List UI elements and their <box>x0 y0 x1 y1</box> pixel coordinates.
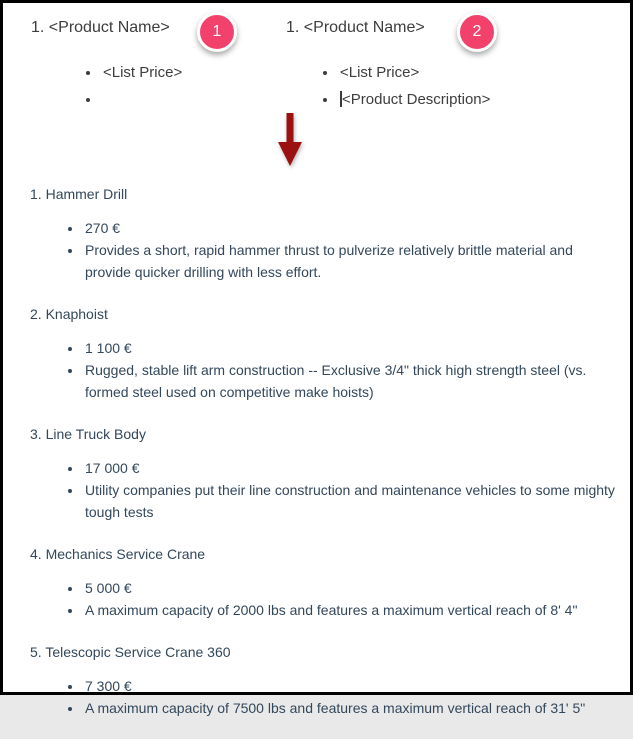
product-heading <box>30 183 624 205</box>
callout-badge-2-label: 2 <box>472 23 482 40</box>
template-1-number: 1. <box>31 19 45 36</box>
template-1-item-empty <box>101 86 266 113</box>
product-name: Hammer Drill <box>45 186 128 202</box>
callout-badge-1 <box>197 12 237 52</box>
template-2-heading <box>286 17 536 39</box>
product-heading <box>30 641 624 663</box>
product-price: • 17 000 € <box>83 457 615 479</box>
product-number: 5. <box>30 644 42 660</box>
template-1-item-price: • <List Price> <box>101 59 266 86</box>
template-2-title: <Product Name> <box>303 19 425 36</box>
product-details <box>30 337 624 403</box>
product-name: Line Truck Body <box>45 426 146 442</box>
product-price: • 270 € <box>83 217 615 239</box>
product-heading <box>30 543 624 565</box>
product-description: • Rugged, stable lift arm construction -- Exclusive 3/4" thick high strength steel (vs. formed steel used on competitive make hoists) <box>83 359 615 403</box>
callout-badge-2 <box>457 12 497 52</box>
product-price: • 1 100 € <box>83 337 615 359</box>
product-price: • 7 300 € <box>83 675 615 697</box>
product-item-3 <box>30 423 624 523</box>
product-name: Knaphoist <box>45 306 108 322</box>
product-details <box>30 457 624 523</box>
product-heading <box>30 303 624 325</box>
product-details <box>30 217 624 283</box>
template-2-description-label: <Product Description> <box>342 91 491 108</box>
product-item-2 <box>30 303 624 403</box>
product-description: • Provides a short, rapid hammer thrust to pulverize relatively brittle material and provide quicker drilling with less effort. <box>83 239 615 283</box>
product-description: • A maximum capacity of 7500 lbs and features a maximum vertical reach of 31' 5" <box>83 697 615 719</box>
product-name: Telescopic Service Crane 360 <box>45 644 231 660</box>
product-number: 1. <box>30 186 42 202</box>
callout-badge-1-label: 1 <box>212 23 222 40</box>
template-1-title: <Product Name> <box>48 19 170 36</box>
template-2-list <box>286 59 536 113</box>
template-1-list <box>31 59 266 113</box>
product-item-4 <box>30 543 624 621</box>
product-details <box>30 577 624 621</box>
product-name: Mechanics Service Crane <box>45 546 206 562</box>
product-item-1 <box>30 183 624 283</box>
template-2-number: 1. <box>286 19 300 36</box>
product-details <box>30 675 624 719</box>
product-item-5 <box>30 641 624 719</box>
template-2-item-price: • <List Price> <box>338 59 536 86</box>
product-description: • A maximum capacity of 2000 lbs and features a maximum vertical reach of 8' 4" <box>83 599 615 621</box>
product-number: 2. <box>30 306 42 322</box>
list-template-2 <box>286 17 536 113</box>
product-list <box>30 171 624 739</box>
product-number: 4. <box>30 546 42 562</box>
product-description: • Utility companies put their line construction and maintenance vehicles to some mighty tough tests <box>83 479 615 523</box>
down-arrow-icon <box>276 113 304 167</box>
product-number: 3. <box>30 426 42 442</box>
product-price: • 5 000 € <box>83 577 615 599</box>
template-2-item-description[interactable] <box>338 86 536 113</box>
product-heading <box>30 423 624 445</box>
